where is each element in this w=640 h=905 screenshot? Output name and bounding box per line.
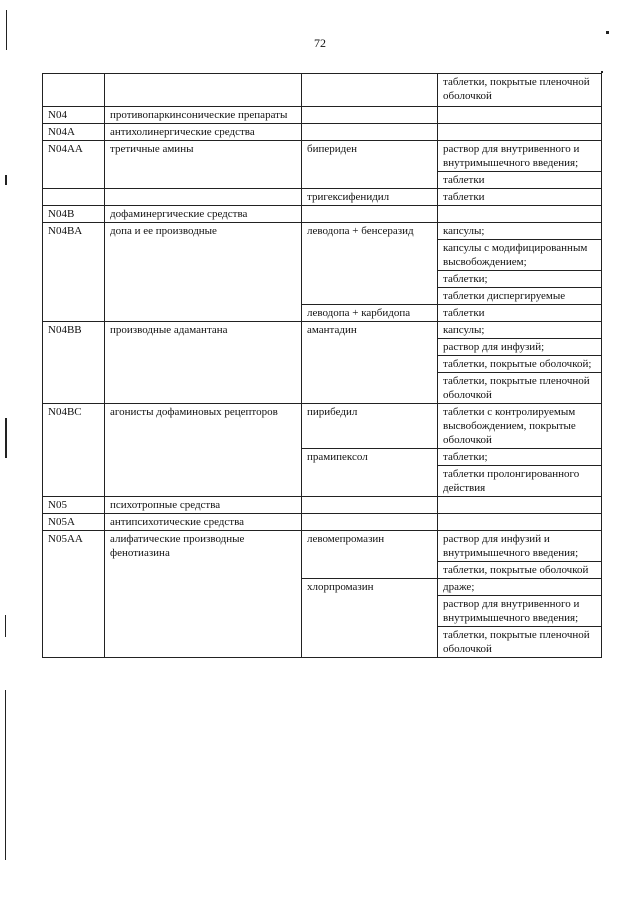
substance-cell: хлорпромазин [302, 579, 438, 658]
substance-cell [302, 74, 438, 107]
dosage-form-cell: таблетки [438, 189, 602, 206]
table-row [43, 404, 602, 449]
dosage-form-cell: таблетки с контролируемым высвобождением, покрытые оболочкой [438, 404, 602, 449]
code-cell: N04BC [43, 404, 105, 497]
group-name-cell: агонисты дофаминовых рецепторов [105, 404, 302, 497]
dosage-form-cell: капсулы; [438, 223, 602, 240]
code-cell: N05AA [43, 531, 105, 658]
dosage-form-cell: таблетки; [438, 449, 602, 466]
dosage-form-cell: таблетки [438, 172, 602, 189]
substance-cell [302, 124, 438, 141]
dosage-form-cell: таблетки, покрытые оболочкой; [438, 356, 602, 373]
substance-cell: прамипексол [302, 449, 438, 497]
drug-table [42, 73, 602, 658]
table-row [43, 141, 602, 172]
group-name-cell: допа и ее производные [105, 223, 302, 322]
dosage-form-cell: таблетки диспергируемые [438, 288, 602, 305]
dosage-form-cell: таблетки, покрытые пленочной оболочкой [438, 373, 602, 404]
group-name-cell: психотропные средства [105, 497, 302, 514]
scan-mark-left-3 [5, 615, 6, 637]
scan-mark-left-top [6, 10, 7, 50]
code-cell [43, 74, 105, 107]
table-row [43, 223, 602, 240]
table-row [43, 189, 602, 206]
table-row [43, 322, 602, 339]
dosage-form-cell: раствор для внутривенного и внутримышечного введения; [438, 141, 602, 172]
dosage-form-cell [438, 124, 602, 141]
group-name-cell: антипсихотические средства [105, 514, 302, 531]
table-row [43, 107, 602, 124]
dosage-form-cell: раствор для внутривенного и внутримышечного введения; [438, 596, 602, 627]
code-cell: N04 [43, 107, 105, 124]
substance-cell: бипериден [302, 141, 438, 189]
table-row [43, 531, 602, 562]
table-row [43, 497, 602, 514]
code-cell [43, 189, 105, 206]
dosage-form-cell: таблетки пролонгированного действия [438, 466, 602, 497]
dosage-form-cell [438, 497, 602, 514]
dosage-form-cell: таблетки, покрытые пленочной оболочкой [438, 627, 602, 658]
dosage-form-cell: раствор для инфузий и внутримышечного введения; [438, 531, 602, 562]
scan-mark-dot [606, 31, 609, 34]
code-cell: N05A [43, 514, 105, 531]
substance-cell: леводопа + карбидопа [302, 305, 438, 322]
group-name-cell [105, 74, 302, 107]
substance-cell: пирибедил [302, 404, 438, 449]
scan-mark-left-2 [5, 418, 7, 458]
dosage-form-cell: таблетки; [438, 271, 602, 288]
dosage-form-cell: капсулы с модифицированным высвобождением; [438, 240, 602, 271]
group-name-cell: противопаркинсонические препараты [105, 107, 302, 124]
dosage-form-cell [438, 107, 602, 124]
code-cell: N05 [43, 497, 105, 514]
table-row [43, 74, 602, 107]
group-name-cell: алифатические производные фенотиазина [105, 531, 302, 658]
scan-mark-left-1 [5, 175, 7, 185]
table-row [43, 514, 602, 531]
substance-cell [302, 107, 438, 124]
dosage-form-cell [438, 514, 602, 531]
dosage-form-cell: таблетки [438, 305, 602, 322]
code-cell: N04AA [43, 141, 105, 189]
substance-cell: тригексифенидил [302, 189, 438, 206]
group-name-cell: третичные амины [105, 141, 302, 189]
dosage-form-cell: таблетки, покрытые пленочной оболочкой [438, 74, 602, 107]
dosage-form-cell [438, 206, 602, 223]
substance-cell: леводопа + бенсеразид [302, 223, 438, 305]
code-cell: N04BB [43, 322, 105, 404]
substance-cell [302, 206, 438, 223]
substance-cell: амантадин [302, 322, 438, 404]
code-cell: N04A [43, 124, 105, 141]
group-name-cell: антихолинергические средства [105, 124, 302, 141]
group-name-cell [105, 189, 302, 206]
dosage-form-cell: раствор для инфузий; [438, 339, 602, 356]
dosage-form-cell: драже; [438, 579, 602, 596]
substance-cell [302, 514, 438, 531]
table-row [43, 206, 602, 223]
substance-cell [302, 497, 438, 514]
code-cell: N04B [43, 206, 105, 223]
group-name-cell: производные адамантана [105, 322, 302, 404]
dosage-form-cell: таблетки, покрытые оболочкой [438, 562, 602, 579]
scan-mark-left-4 [5, 690, 6, 860]
code-cell: N04BA [43, 223, 105, 322]
table-row [43, 124, 602, 141]
substance-cell: левомепромазин [302, 531, 438, 579]
dosage-form-cell: капсулы; [438, 322, 602, 339]
group-name-cell: дофаминергические средства [105, 206, 302, 223]
page-number: 72 [314, 36, 326, 50]
